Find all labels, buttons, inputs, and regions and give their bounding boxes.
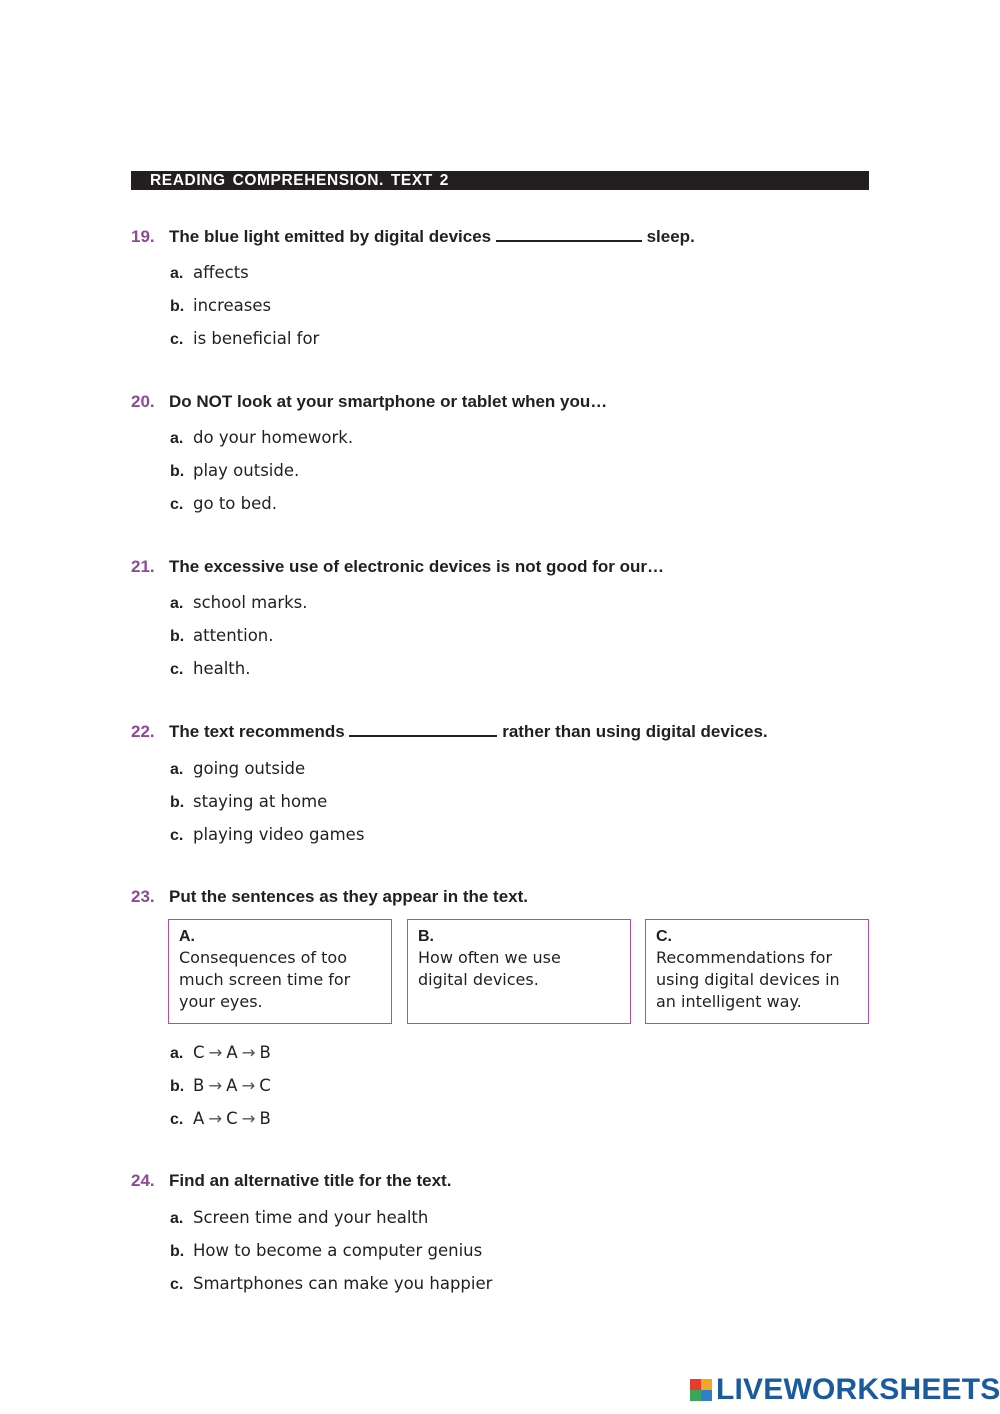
option-a[interactable]: a. C → A → B [170, 1043, 271, 1062]
question-19 [131, 226, 891, 348]
question-text: The blue light emitted by digital devices sleep. [169, 227, 695, 246]
arrow-icon: → [208, 1076, 223, 1095]
question-text: The text recommends rather than using digital devices. [169, 722, 768, 741]
liveworksheets-logo[interactable] [690, 1373, 1000, 1407]
question-text: The excessive use of electronic devices is not good for our… [169, 557, 665, 576]
question-text: Put the sentences as they appear in the text. [169, 887, 529, 906]
question-number: 24. [131, 1171, 155, 1190]
option-b[interactable]: b. attention. [170, 626, 274, 645]
sentence-box-c: C. Recommendations for using digital devices in an intelligent way. [645, 919, 869, 1024]
question-24 [131, 1170, 891, 1293]
option-c[interactable]: c. is beneficial for [170, 329, 320, 348]
question-number: 23. [131, 887, 155, 906]
question-text: Do NOT look at your smartphone or tablet when you… [169, 392, 608, 411]
sentence-box-a: A. Consequences of too much screen time for your eyes. [168, 919, 392, 1024]
logo-icon [690, 1379, 712, 1401]
question-20 [131, 391, 891, 513]
question-21 [131, 556, 891, 678]
option-b[interactable]: b. B → A → C [170, 1076, 271, 1095]
section-title-bar [131, 171, 869, 190]
option-c[interactable]: c. playing video games [170, 825, 365, 844]
arrow-icon: → [241, 1109, 256, 1128]
sentence-box-b: B. How often we use digital devices. [407, 919, 631, 1024]
option-a[interactable]: a. affects [170, 263, 249, 282]
section-title: READING COMPREHENSION. TEXT 2 [150, 172, 449, 189]
question-number: 21. [131, 557, 155, 576]
arrow-icon: → [208, 1043, 223, 1062]
option-c[interactable]: c. health. [170, 659, 251, 678]
option-c[interactable]: c. A → C → B [170, 1109, 271, 1128]
arrow-icon: → [241, 1043, 256, 1062]
option-a[interactable]: a. Screen time and your health [170, 1208, 429, 1227]
question-text: Find an alternative title for the text. [169, 1171, 452, 1190]
question-22 [131, 721, 891, 844]
logo-text: LIVEWORKSHEETS [716, 1373, 1000, 1406]
answer-blank [496, 226, 642, 242]
option-b[interactable]: b. play outside. [170, 461, 300, 480]
option-b[interactable]: b. increases [170, 296, 272, 315]
question-number: 22. [131, 722, 155, 741]
answer-blank [349, 721, 497, 737]
option-b[interactable]: b. staying at home [170, 792, 328, 811]
question-23 [131, 886, 891, 908]
arrow-icon: → [208, 1109, 223, 1128]
option-b[interactable]: b. How to become a computer genius [170, 1241, 483, 1260]
question-number: 20. [131, 392, 155, 411]
option-a[interactable]: a. do your homework. [170, 428, 354, 447]
option-c[interactable]: c. Smartphones can make you happier [170, 1274, 493, 1293]
question-number: 19. [131, 227, 155, 246]
option-a[interactable]: a. going outside [170, 759, 306, 778]
arrow-icon: → [241, 1076, 256, 1095]
option-a[interactable]: a. school marks. [170, 593, 308, 612]
option-c[interactable]: c. go to bed. [170, 494, 277, 513]
